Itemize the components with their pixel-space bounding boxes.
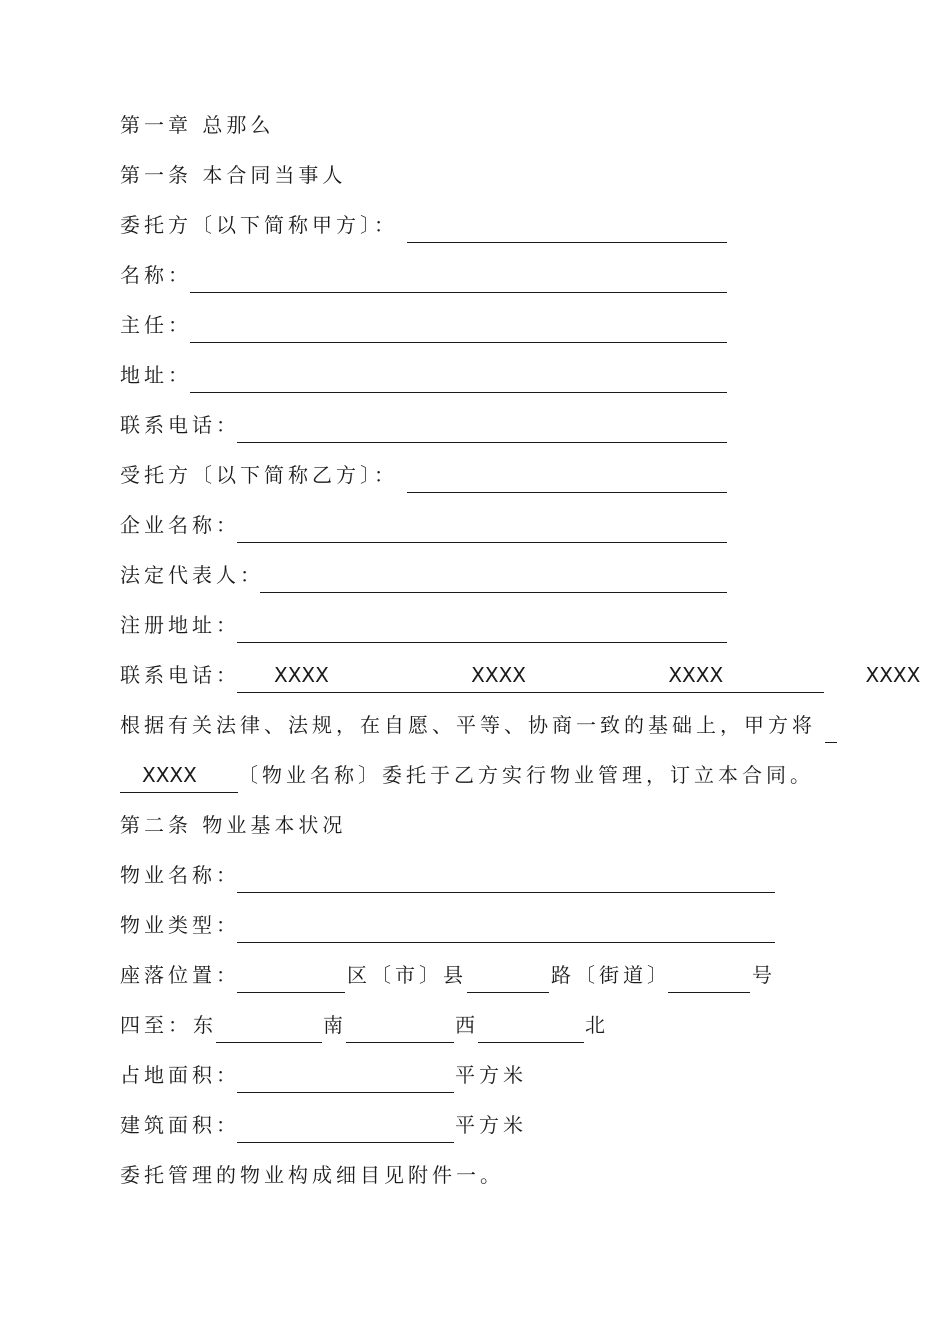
director-blank [190, 342, 727, 343]
property-name-fill: XXXX [142, 763, 197, 787]
party-a-blank [407, 242, 727, 243]
basis-line-2: XXXX 〔物业名称〕委托于乙方实行物业管理，订立本合同。 [120, 755, 840, 795]
article2-title: 第二条 物业基本状况 [120, 813, 347, 837]
building-area-row: 建筑面积： 平方米 [120, 1105, 540, 1145]
number-blank [668, 992, 750, 993]
party-b-row: 受托方〔以下简称乙方〕： [120, 455, 730, 495]
building-area-blank [237, 1142, 454, 1143]
phone2-value: XXXX [865, 663, 921, 687]
director-row: 主任： [120, 305, 730, 345]
detail-note: 委托管理的物业构成细目见附件一。 [120, 1163, 504, 1187]
road-blank [467, 992, 549, 993]
company-blank [237, 542, 727, 543]
phone2-value: XXXX [471, 663, 526, 687]
property-type-blank [237, 942, 775, 943]
west-blank [478, 1042, 584, 1043]
reg-address-blank [237, 642, 727, 643]
property-name-row: 物业名称： [120, 855, 780, 895]
legal-rep-row: 法定代表人： [120, 555, 730, 595]
phone-row: 联系电话： [120, 405, 730, 445]
company-row: 企业名称： [120, 505, 730, 545]
phone2-row: 联系电话： XXXX XXXX XXXX XXXX [120, 655, 830, 695]
reg-address-row: 注册地址： [120, 605, 730, 645]
phone2-value: XXXX [668, 663, 724, 687]
name-row: 名称： [120, 255, 730, 295]
address-blank [190, 392, 727, 393]
phone-blank [237, 442, 727, 443]
property-type-row: 物业类型： [120, 905, 780, 945]
party-a-row: 委托方〔以下简称甲方〕： [120, 205, 730, 245]
article1-title: 第一条 本合同当事人 [120, 163, 347, 187]
district-blank [237, 992, 345, 993]
land-area-blank [237, 1092, 454, 1093]
basis-blank-start [825, 742, 837, 743]
land-area-row: 占地面积： 平方米 [120, 1055, 540, 1095]
name-blank [190, 292, 727, 293]
address-row: 地址： [120, 355, 730, 395]
party-b-blank [407, 492, 727, 493]
legal-rep-blank [260, 592, 727, 593]
property-name-blank [237, 892, 775, 893]
east-blank [216, 1042, 322, 1043]
chapter-heading: 第一章 总那么 [120, 113, 275, 137]
basis-line-1: 根据有关法律、法规，在自愿、平等、协商一致的基础上，甲方将 [120, 705, 840, 745]
south-blank [346, 1042, 454, 1043]
boundary-row: 四至： 东 南 西 北 [120, 1005, 640, 1045]
phone2-value: XXXX [274, 663, 329, 687]
location-row: 座落位置： 区〔市〕县 路〔街道〕 号 [120, 955, 800, 995]
